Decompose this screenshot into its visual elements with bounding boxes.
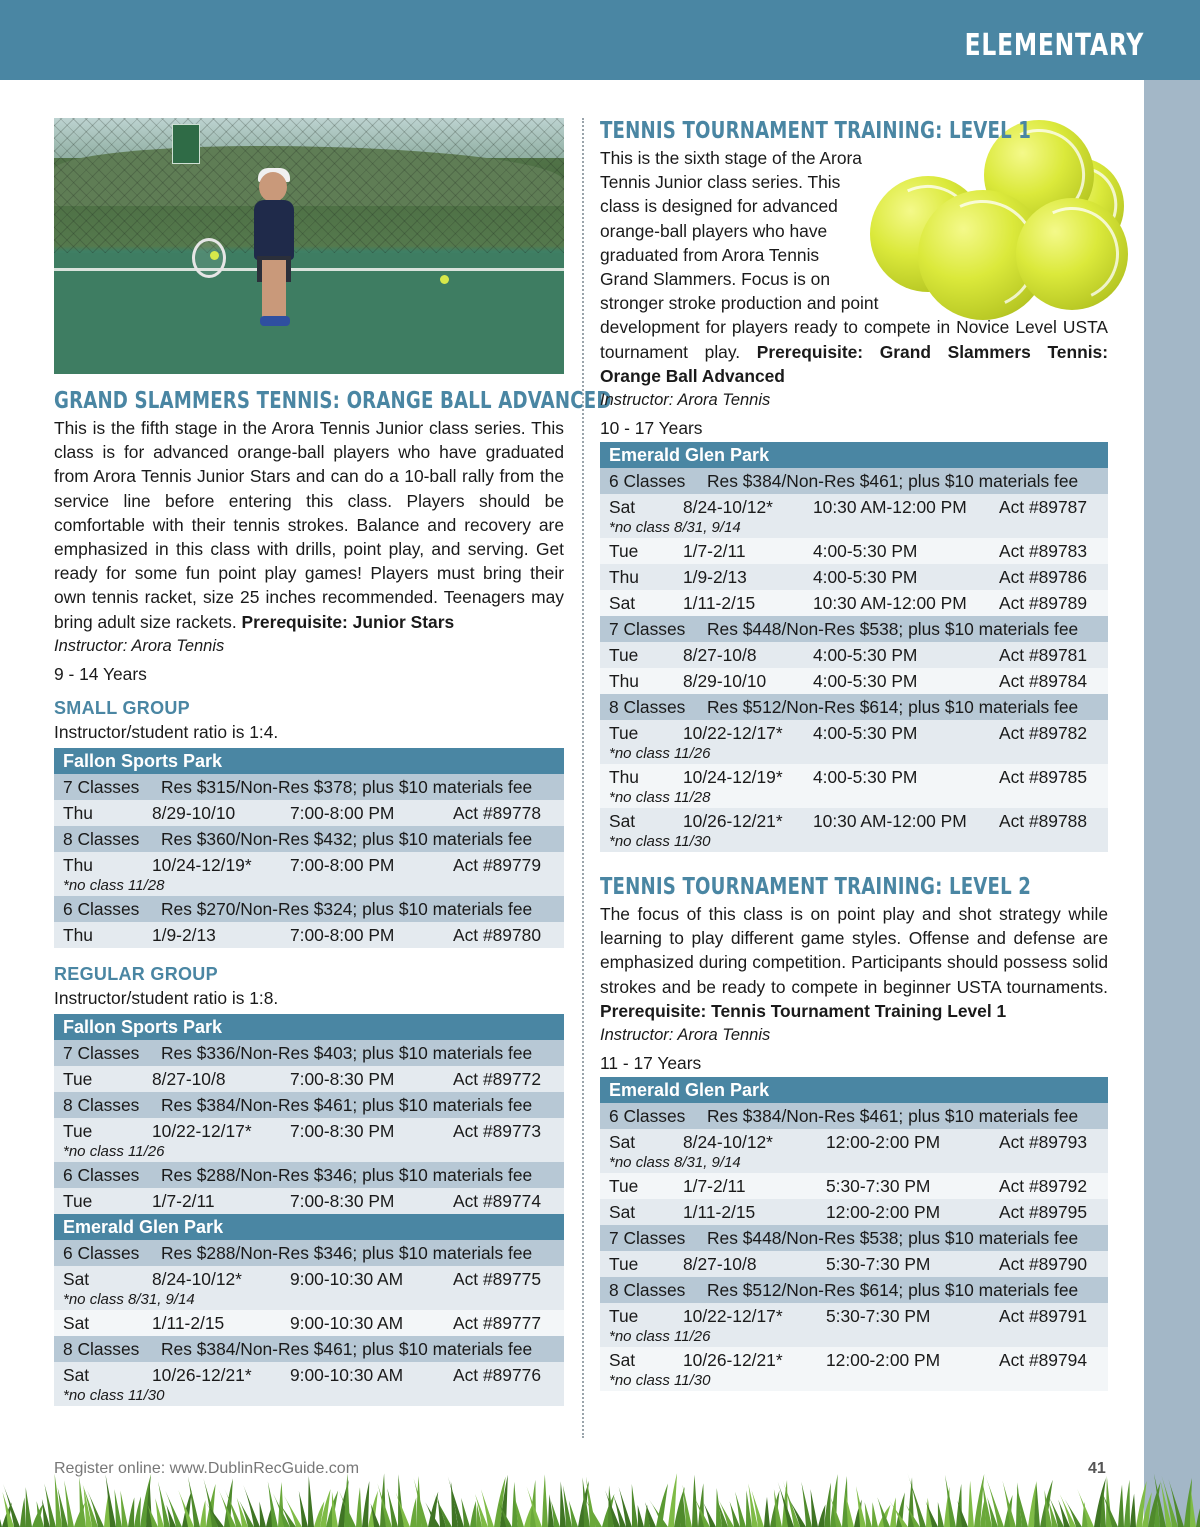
session-time: 7:00-8:30 PM	[290, 1068, 395, 1089]
session-line	[609, 643, 1108, 667]
grand-slammers-description: This is the fifth stage in the Arora Tennis Junior class series. This class is for advanced orange-ball players who have graduated from Arora Tennis Junior Stars and can do a 10-ball rally from the service line before entering this class. Players should be comfortable with their tennis strokes. Balance and recovery are emphasized in this class with drills, point play, and serving. Get ready for some fun point play games! Players must bring their own tennis racket, size 25 inches recommended. Teenagers may bring adult size rackets. Prerequisite: Junior Stars	[54, 418, 564, 632]
class-fee: Res $384/Non-Res $461; plus $10 materials fee	[707, 1106, 1079, 1127]
grass-blade	[1118, 1485, 1124, 1527]
class-count-row	[54, 826, 564, 852]
session-line	[609, 495, 1108, 519]
session-row	[54, 1266, 564, 1310]
tennis-player-photo	[54, 118, 564, 374]
grand-slammers-instructor: Instructor: Arora Tennis	[54, 636, 225, 655]
session-dates: 10/22-12/17*	[152, 1120, 252, 1141]
session-line	[63, 1119, 564, 1143]
session-day: Tue	[609, 1306, 639, 1327]
session-dates: 1/9-2/13	[152, 924, 216, 945]
grass-blade	[512, 1482, 518, 1527]
activity-number: Act #89785	[999, 767, 1087, 788]
location-row: Fallon Sports Park	[54, 1014, 564, 1040]
session-row	[600, 564, 1108, 590]
level1-ages: 10 - 17 Years	[600, 418, 703, 439]
session-day: Sat	[609, 1350, 636, 1371]
level2-title: TENNIS TOURNAMENT TRAINING: LEVEL 2	[600, 874, 1032, 901]
activity-number: Act #89794	[999, 1350, 1087, 1371]
class-fee: Res $448/Non-Res $538; plus $10 materials fee	[707, 1228, 1079, 1249]
session-dates: 10/24-12/19*	[152, 854, 252, 875]
session-day: Tue	[609, 645, 639, 666]
session-row	[600, 538, 1108, 564]
grand-slammers-title: GRAND SLAMMERS TENNIS: ORANGE BALL ADVANCED	[54, 388, 612, 414]
session-day: Sat	[609, 1132, 636, 1153]
level1-description: This is the sixth stage of the Arora Tennis Junior class series. This class is designed for advanced orange-ball players who have graduated from Arora Tennis Grand Slammers. Focus is on stronger stroke production and point development for players ready to compete in Novice Level USTA tournament play. Prerequisite: Grand Slammers Tennis: Orange Ball Advanced	[600, 148, 1108, 386]
session-line	[63, 1189, 564, 1213]
class-fee: Res $315/Non-Res $378; plus $10 materials fee	[161, 776, 533, 797]
grass-blade	[299, 1491, 308, 1527]
level1-instructor: Instructor: Arora Tennis	[600, 391, 771, 410]
session-row	[600, 1199, 1108, 1225]
session-row	[600, 668, 1108, 694]
session-row	[54, 1362, 564, 1406]
activity-number: Act #89772	[453, 1068, 541, 1089]
level2-ages: 11 - 17 Years	[600, 1053, 702, 1074]
session-day: Thu	[609, 671, 639, 692]
session-time: 5:30-7:30 PM	[826, 1176, 931, 1197]
session-time: 9:00-10:30 AM	[290, 1364, 404, 1385]
grass-blade	[332, 1492, 338, 1527]
session-line	[609, 539, 1108, 563]
grass-blade	[638, 1505, 644, 1527]
activity-number: Act #89793	[999, 1132, 1087, 1153]
session-line	[63, 1067, 564, 1091]
small-group-schedule	[54, 748, 564, 948]
grass-blade	[716, 1488, 722, 1527]
session-dates: 8/24-10/12*	[683, 1132, 773, 1153]
session-day: Thu	[609, 767, 639, 788]
grass-blade	[865, 1502, 872, 1527]
session-row	[600, 1303, 1108, 1347]
class-count: 6 Classes	[63, 1242, 140, 1263]
grass-blade	[200, 1500, 206, 1527]
activity-number: Act #89780	[453, 924, 541, 945]
activity-number: Act #89791	[999, 1306, 1087, 1327]
class-count-row	[600, 1103, 1108, 1129]
grass-blade	[1190, 1490, 1196, 1527]
session-day: Thu	[63, 802, 93, 823]
activity-number: Act #89783	[999, 541, 1087, 562]
session-dates: 10/26-12/21*	[152, 1364, 252, 1385]
session-line	[63, 853, 564, 877]
session-line	[63, 1267, 564, 1291]
class-fee: Res $512/Non-Res $614; plus $10 materials fee	[707, 1280, 1079, 1301]
grass-blade	[243, 1485, 260, 1527]
session-time: 10:30 AM-12:00 PM	[813, 811, 967, 832]
class-fee: Res $360/Non-Res $432; plus $10 materials fee	[161, 828, 533, 849]
session-line	[609, 565, 1108, 589]
session-day: Tue	[609, 541, 639, 562]
class-count-row	[600, 1277, 1108, 1303]
grand-slammers-prerequisite: Prerequisite: Junior Stars	[241, 611, 455, 632]
grass-blade	[811, 1489, 818, 1527]
session-time: 12:00-2:00 PM	[826, 1350, 941, 1371]
activity-number: Act #89784	[999, 671, 1087, 692]
session-row	[54, 922, 564, 948]
session-line	[609, 1130, 1108, 1154]
regular-group-schedule	[54, 1014, 564, 1406]
level2-description: The focus of this class is on point play and shot strategy while learning to play different game styles. Offense and defense are emphasized during competition. Participants should possess solid strokes and be ready to compete in beginner USTA tournaments. Prerequisite: Tennis Tournament Training Level 1	[600, 904, 1108, 1021]
no-class-note: *no class 11/30	[609, 1372, 711, 1390]
session-time: 7:00-8:00 PM	[290, 802, 395, 823]
activity-number: Act #89795	[999, 1202, 1087, 1223]
session-time: 4:00-5:30 PM	[813, 541, 918, 562]
session-day: Tue	[609, 1254, 639, 1275]
class-count-row	[54, 1092, 564, 1118]
session-time: 12:00-2:00 PM	[826, 1132, 941, 1153]
grass-blade	[824, 1483, 831, 1527]
session-time: 7:00-8:30 PM	[290, 1190, 395, 1211]
session-line	[609, 669, 1108, 693]
class-count: 6 Classes	[609, 471, 686, 492]
grass-blade	[120, 1491, 128, 1527]
session-time: 4:00-5:30 PM	[813, 645, 918, 666]
session-day: Tue	[63, 1190, 93, 1211]
grass-blade	[362, 1481, 369, 1527]
session-dates: 1/7-2/11	[683, 1176, 746, 1197]
no-class-note: *no class 11/28	[609, 789, 711, 807]
session-dates: 8/27-10/8	[683, 645, 757, 666]
session-dates: 10/24-12/19*	[683, 767, 783, 788]
session-dates: 1/11-2/15	[683, 1202, 756, 1223]
level1-title: TENNIS TOURNAMENT TRAINING: LEVEL 1	[600, 118, 1032, 144]
register-link[interactable]: Register online: www.DublinRecGuide.com	[54, 1460, 360, 1477]
session-row	[54, 1118, 564, 1162]
session-dates: 8/29-10/10	[683, 671, 767, 692]
session-dates: 8/24-10/12*	[683, 497, 773, 518]
session-dates: 10/26-12/21*	[683, 811, 783, 832]
location-row: Emerald Glen Park	[600, 442, 1108, 468]
no-class-note: *no class 11/26	[609, 1328, 711, 1346]
session-dates: 1/9-2/13	[683, 567, 747, 588]
no-class-note: *no class 11/26	[63, 1142, 165, 1160]
session-dates: 8/27-10/8	[683, 1254, 757, 1275]
session-line	[63, 923, 564, 947]
level2-schedule	[600, 1077, 1108, 1391]
no-class-note: *no class 8/31, 9/14	[609, 1154, 741, 1172]
session-dates: 8/27-10/8	[152, 1068, 226, 1089]
activity-number: Act #89790	[999, 1254, 1087, 1275]
session-day: Tue	[609, 723, 639, 744]
grass-blade	[410, 1498, 416, 1527]
session-row	[600, 1251, 1108, 1277]
session-line	[609, 1174, 1108, 1198]
session-day: Sat	[609, 811, 636, 832]
session-line	[609, 591, 1108, 615]
session-time: 10:30 AM-12:00 PM	[813, 497, 967, 518]
grass-blade	[692, 1475, 698, 1527]
activity-number: Act #89779	[453, 854, 541, 875]
class-count: 7 Classes	[609, 1228, 686, 1249]
session-dates: 10/22-12/17*	[683, 1306, 783, 1327]
class-count: 8 Classes	[609, 697, 686, 718]
class-count: 7 Classes	[63, 776, 140, 797]
session-line	[609, 1252, 1108, 1276]
session-day: Sat	[63, 1312, 90, 1333]
small-group-ratio: Instructor/student ratio is 1:4.	[54, 721, 279, 742]
grass-blade	[20, 1497, 26, 1527]
session-time: 12:00-2:00 PM	[826, 1202, 941, 1223]
grass-blade	[1168, 1479, 1184, 1527]
session-day: Sat	[609, 1202, 636, 1223]
regular-group-heading: REGULAR GROUP	[54, 963, 218, 984]
class-fee: Res $336/Non-Res $403; plus $10 materials fee	[161, 1042, 533, 1063]
session-line	[63, 1363, 564, 1387]
no-class-note: *no class 11/30	[609, 833, 711, 851]
session-row	[600, 808, 1108, 852]
class-count-row	[54, 774, 564, 800]
session-day: Sat	[63, 1364, 90, 1385]
session-row	[600, 494, 1108, 538]
activity-number: Act #89786	[999, 567, 1087, 588]
activity-number: Act #89781	[999, 645, 1087, 666]
session-line	[609, 1200, 1108, 1224]
session-row	[600, 764, 1108, 808]
grass-border	[0, 1472, 1200, 1527]
class-count-row	[54, 1162, 564, 1188]
session-day: Thu	[63, 854, 93, 875]
grass-blade	[470, 1501, 476, 1527]
grass-blade	[872, 1502, 878, 1527]
level1-prerequisite: Prerequisite: Grand Slammers Tennis: Orange Ball Advanced	[600, 341, 1108, 386]
session-line	[609, 1304, 1108, 1328]
session-day: Thu	[63, 924, 93, 945]
session-row	[54, 852, 564, 896]
grass-blade	[938, 1502, 944, 1527]
grass-blade	[1196, 1502, 1200, 1527]
session-line	[63, 801, 564, 825]
class-count: 6 Classes	[63, 1164, 140, 1185]
session-dates: 1/7-2/11	[683, 541, 746, 562]
session-dates: 1/7-2/11	[152, 1190, 215, 1211]
no-class-note: *no class 8/31, 9/14	[63, 1290, 195, 1308]
session-time: 5:30-7:30 PM	[826, 1306, 931, 1327]
no-class-note: *no class 11/30	[63, 1386, 165, 1404]
session-line	[609, 721, 1108, 745]
activity-number: Act #89788	[999, 811, 1087, 832]
session-dates: 8/29-10/10	[152, 802, 236, 823]
class-fee: Res $384/Non-Res $461; plus $10 materials fee	[161, 1094, 533, 1115]
activity-number: Act #89775	[453, 1268, 541, 1289]
grass-blade	[128, 1497, 134, 1527]
grass-blade	[764, 1497, 770, 1527]
side-strip	[1144, 80, 1200, 1527]
class-fee: Res $288/Non-Res $346; plus $10 materials fee	[161, 1242, 533, 1263]
location-row: Fallon Sports Park	[54, 748, 564, 774]
session-time: 4:00-5:30 PM	[813, 671, 918, 692]
session-line	[609, 765, 1108, 789]
grass-blade	[801, 1482, 812, 1527]
grass-blade	[890, 1497, 896, 1527]
grass-blade	[968, 1481, 974, 1527]
session-time: 4:00-5:30 PM	[813, 567, 918, 588]
grass-blade	[1130, 1494, 1136, 1527]
session-day: Tue	[609, 1176, 639, 1197]
class-count: 7 Classes	[63, 1042, 140, 1063]
activity-number: Act #89774	[453, 1190, 541, 1211]
activity-number: Act #89776	[453, 1364, 541, 1385]
grass-blade	[259, 1502, 266, 1527]
page-number: 41	[1088, 1460, 1106, 1477]
session-row	[600, 1173, 1108, 1199]
session-time: 7:00-8:00 PM	[290, 854, 395, 875]
level2-instructor: Instructor: Arora Tennis	[600, 1026, 771, 1045]
class-count: 8 Classes	[63, 828, 140, 849]
session-dates: 1/11-2/15	[152, 1312, 225, 1333]
regular-group-ratio: Instructor/student ratio is 1:8.	[54, 987, 279, 1008]
activity-number: Act #89773	[453, 1120, 541, 1141]
no-class-note: *no class 11/28	[63, 876, 165, 894]
activity-number: Act #89789	[999, 593, 1087, 614]
class-count-row	[54, 896, 564, 922]
no-class-note: *no class 8/31, 9/14	[609, 519, 741, 537]
left-column	[54, 118, 612, 1406]
class-fee: Res $384/Non-Res $461; plus $10 materials fee	[707, 471, 1079, 492]
grass-blade	[308, 1476, 314, 1527]
no-class-note: *no class 11/26	[609, 745, 711, 763]
class-count: 8 Classes	[63, 1338, 140, 1359]
activity-number: Act #89792	[999, 1176, 1087, 1197]
level1-schedule	[600, 442, 1108, 852]
session-day: Sat	[63, 1268, 90, 1289]
class-count: 6 Classes	[609, 1106, 686, 1127]
session-time: 5:30-7:30 PM	[826, 1254, 931, 1275]
grass-blade	[356, 1487, 362, 1527]
grass-blade	[134, 1496, 141, 1527]
session-dates: 1/11-2/15	[683, 593, 756, 614]
session-line	[609, 1348, 1108, 1372]
level2-prerequisite: Prerequisite: Tennis Tournament Training Level 1	[600, 1000, 1007, 1021]
grass-blade	[926, 1498, 932, 1527]
session-dates: 8/24-10/12*	[152, 1268, 242, 1289]
activity-number: Act #89782	[999, 723, 1087, 744]
grass-blade	[26, 1487, 32, 1527]
grass-blade	[0, 1497, 2, 1527]
session-row	[600, 720, 1108, 764]
session-day: Tue	[63, 1068, 93, 1089]
session-time: 4:00-5:30 PM	[813, 723, 918, 744]
grass-blade	[1124, 1480, 1130, 1527]
session-row	[54, 1066, 564, 1092]
grand-slammers-ages: 9 - 14 Years	[54, 663, 147, 684]
class-count-row	[54, 1240, 564, 1266]
small-group-heading: SMALL GROUP	[54, 697, 190, 718]
class-count-row	[54, 1040, 564, 1066]
right-column	[600, 118, 1108, 1391]
class-fee: Res $384/Non-Res $461; plus $10 materials fee	[161, 1338, 533, 1359]
location-row: Emerald Glen Park	[54, 1214, 564, 1240]
session-day: Sat	[609, 497, 636, 518]
activity-number: Act #89778	[453, 802, 541, 823]
session-time: 9:00-10:30 AM	[290, 1312, 404, 1333]
session-row	[54, 1310, 564, 1336]
activity-number: Act #89787	[999, 497, 1087, 518]
session-time: 4:00-5:30 PM	[813, 767, 918, 788]
session-row	[600, 1347, 1108, 1391]
column-divider	[582, 118, 584, 1438]
session-time: 7:00-8:30 PM	[290, 1120, 395, 1141]
class-count-row	[600, 1225, 1108, 1251]
class-fee: Res $448/Non-Res $538; plus $10 materials fee	[707, 619, 1079, 640]
session-row	[600, 642, 1108, 668]
class-fee: Res $288/Non-Res $346; plus $10 materials fee	[161, 1164, 533, 1185]
session-time: 7:00-8:00 PM	[290, 924, 395, 945]
class-count: 7 Classes	[609, 619, 686, 640]
session-line	[609, 809, 1108, 833]
session-time: 10:30 AM-12:00 PM	[813, 593, 967, 614]
section-tag: ELEMENTARY	[964, 28, 1144, 63]
session-day: Thu	[609, 567, 639, 588]
session-day: Sat	[609, 593, 636, 614]
session-dates: 10/26-12/21*	[683, 1350, 783, 1371]
grass-blade	[818, 1504, 825, 1527]
class-count-row	[54, 1336, 564, 1362]
grass-blade	[542, 1474, 548, 1527]
session-time: 9:00-10:30 AM	[290, 1268, 404, 1289]
class-fee: Res $512/Non-Res $614; plus $10 materials fee	[707, 697, 1079, 718]
activity-number: Act #89777	[453, 1312, 541, 1333]
class-count: 6 Classes	[63, 898, 140, 919]
session-day: Tue	[63, 1120, 93, 1141]
class-count-row	[600, 468, 1108, 494]
location-row: Emerald Glen Park	[600, 1077, 1108, 1103]
session-row	[54, 800, 564, 826]
class-fee: Res $270/Non-Res $324; plus $10 materials fee	[161, 898, 533, 919]
grass-blade	[632, 1484, 638, 1527]
session-row	[54, 1188, 564, 1214]
class-count-row	[600, 694, 1108, 720]
session-row	[600, 1129, 1108, 1173]
class-count: 8 Classes	[609, 1280, 686, 1301]
top-banner	[0, 0, 1200, 80]
grass-blade	[1002, 1481, 1016, 1527]
session-dates: 10/22-12/17*	[683, 723, 783, 744]
class-count-row	[600, 616, 1108, 642]
session-line	[63, 1311, 564, 1335]
class-count: 8 Classes	[63, 1094, 140, 1115]
session-row	[600, 590, 1108, 616]
